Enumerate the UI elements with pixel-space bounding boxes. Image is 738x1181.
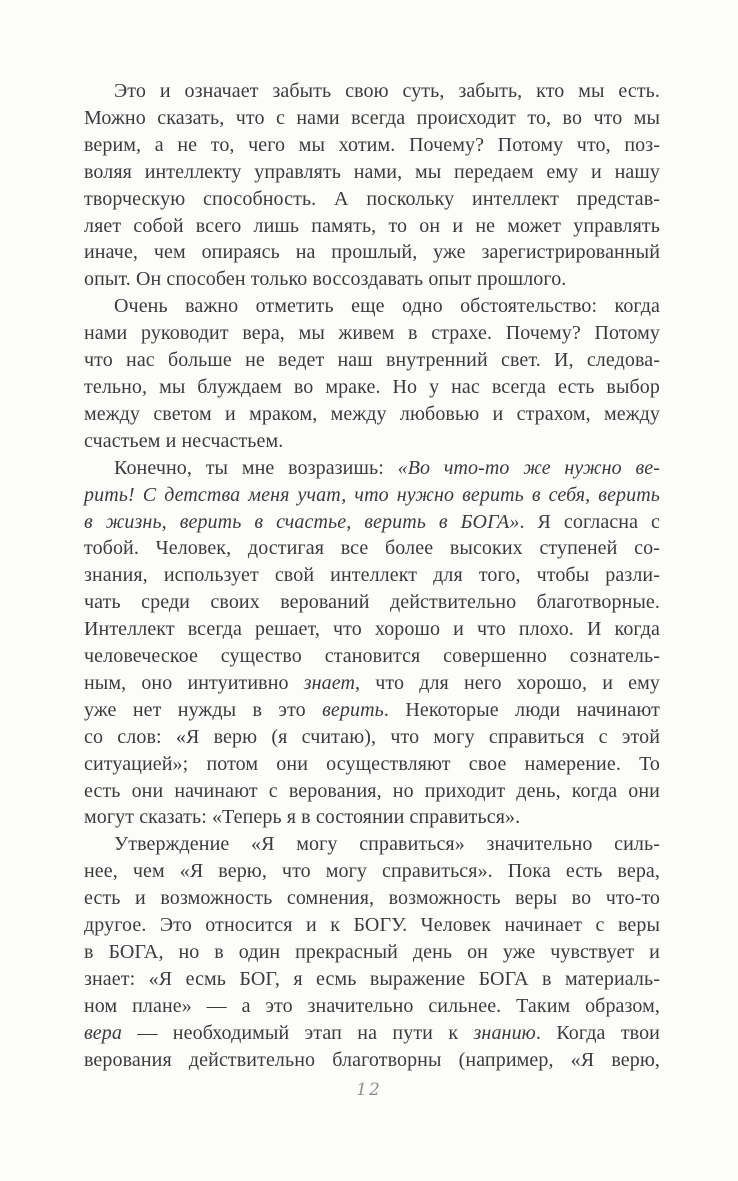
text-line xyxy=(84,186,660,213)
text-run: воляя интеллекту управлять нами, мы передаем ему и нашу xyxy=(84,160,660,183)
text-run-italic: рить! С детства меня учат, что нужно верить в себя, верить xyxy=(84,483,660,506)
text-run: Это и означает забыть свою суть, забыть, кто мы есть. xyxy=(114,80,660,102)
text-run: Утверждение «Я могу справиться» значительно силь- xyxy=(114,833,660,856)
text-line xyxy=(84,535,660,562)
text-line xyxy=(84,804,660,831)
text-line xyxy=(84,105,660,132)
text-line xyxy=(84,589,660,616)
text-run-italic: «Во что-то же нужно ве- xyxy=(397,456,660,479)
text-run: уже нет нужды в это xyxy=(84,698,323,721)
text-line xyxy=(84,401,660,428)
text-run: — необходимый этап на пути к xyxy=(121,1021,474,1044)
text-line xyxy=(84,643,660,670)
text-line xyxy=(84,778,660,805)
text-line xyxy=(84,1020,660,1047)
text-run: другое. Это относится и к БОГУ. Человек начинает с веры xyxy=(84,914,660,937)
text-line xyxy=(84,320,660,347)
text-run: ситуацией»; потом они осуществляют свое намерение. То xyxy=(84,752,660,775)
paragraph xyxy=(84,455,660,832)
text-run: между светом и мраком, между любовью и страхом, между xyxy=(84,402,660,425)
text-line xyxy=(84,885,660,912)
text-run: Можно сказать, что с нами всегда происходит то, во что мы xyxy=(84,106,660,129)
text-line xyxy=(84,966,660,993)
text-run: опыт. Он способен только воссоздавать опыт прошлого. xyxy=(84,268,567,291)
text-run: . Я согласна с xyxy=(519,510,660,533)
text-run: со слов: «Я верю (я считаю), что могу справиться с этой xyxy=(84,725,660,748)
text-run: Конечно, ты мне возразишь: xyxy=(114,456,398,479)
text-line xyxy=(84,239,660,266)
text-line xyxy=(84,132,660,159)
paragraph xyxy=(84,831,660,1073)
text-line xyxy=(84,724,660,751)
text-line xyxy=(84,831,660,858)
text-run: , что для него хорошо, и ему xyxy=(355,671,660,694)
text-line xyxy=(84,266,660,293)
text-run: тельно, мы блуждаем во мраке. Но у нас всегда есть выбор xyxy=(84,375,660,398)
text-line xyxy=(84,993,660,1020)
text-line xyxy=(84,293,660,320)
text-run: Очень важно отметить еще одно обстоятельство: когда xyxy=(114,295,660,318)
text-run: иначе, чем опираясь на прошлый, уже зарегистрированный xyxy=(84,241,660,264)
page-number: 12 xyxy=(356,1080,382,1100)
paragraph xyxy=(84,293,660,454)
text-run: могут сказать: «Теперь я в состоянии справиться». xyxy=(84,806,521,829)
text-run: знает: «Я есмь БОГ, я есмь выражение БОГА в материаль- xyxy=(84,967,660,990)
text-run-italic: вера xyxy=(84,1021,122,1044)
text-run: верования действительно благотворны (например, «Я верю, xyxy=(84,1048,660,1071)
text-run: нами руководит вера, мы живем в страхе. Почему? Потому xyxy=(84,322,660,345)
text-run: ляет собой всего лишь память, то он и не может управлять xyxy=(84,214,660,237)
text-line xyxy=(84,697,660,724)
text-run-italic: знанию xyxy=(473,1021,536,1044)
text-run: есть и возможность сомнения, возможность веры во что-то xyxy=(84,887,660,910)
text-run: нее, чем «Я верю, что могу справиться». Пока есть вера, xyxy=(84,860,660,883)
text-run: что нас больше не ведет наш внутренний свет. И, следова- xyxy=(84,349,660,372)
paragraph xyxy=(84,78,660,293)
text-run: верим, а не то, чего мы хотим. Почему? Потому что, поз- xyxy=(84,133,660,156)
text-run: . Некоторые люди начинают xyxy=(383,698,660,721)
text-line xyxy=(84,159,660,186)
text-run: человеческое существо становится совершенно сознатель- xyxy=(84,645,660,668)
text-run: в БОГА, но в один прекрасный день он уже чувствует и xyxy=(84,941,660,963)
text-line xyxy=(84,374,660,401)
text-run-italic: верить xyxy=(322,698,384,721)
text-run: Интеллект всегда решает, что хорошо и что плохо. И когда xyxy=(84,618,660,641)
text-line xyxy=(84,509,660,536)
text-run: есть они начинают с верования, но приходит день, когда они xyxy=(84,779,660,802)
text-run: ным, оно интуитивно xyxy=(84,671,304,694)
text-line xyxy=(84,670,660,697)
text-line xyxy=(84,912,660,939)
text-line xyxy=(84,428,660,455)
text-line xyxy=(84,1047,660,1074)
text-line xyxy=(84,78,660,105)
text-run: чать среди своих верований действительно благотворные. xyxy=(84,591,660,614)
text-line xyxy=(84,347,660,374)
text-line xyxy=(84,562,660,589)
text-line xyxy=(84,939,660,966)
text-run: знания, использует свой интеллект для того, чтобы разли- xyxy=(84,564,660,587)
text-run: счастьем и несчастьем. xyxy=(84,429,284,452)
text-line xyxy=(84,858,660,885)
text-run: тобой. Человек, достигая все более высоких ступеней со- xyxy=(84,537,660,560)
text-run: творческую способность. А поскольку интеллект представ- xyxy=(84,187,660,210)
text-line xyxy=(84,751,660,778)
text-line xyxy=(84,616,660,643)
text-line xyxy=(84,213,660,240)
text-run-italic: знает xyxy=(303,671,356,694)
text-line xyxy=(84,482,660,509)
text-run: ном плане» — а это значительно сильнее. Таким образом, xyxy=(84,994,660,1017)
text-run-italic: в жизнь, верить в счастье, верить в БОГА» xyxy=(84,510,520,533)
page-text xyxy=(84,78,660,1074)
text-run: . Когда твои xyxy=(535,1021,660,1044)
text-line xyxy=(84,455,660,482)
